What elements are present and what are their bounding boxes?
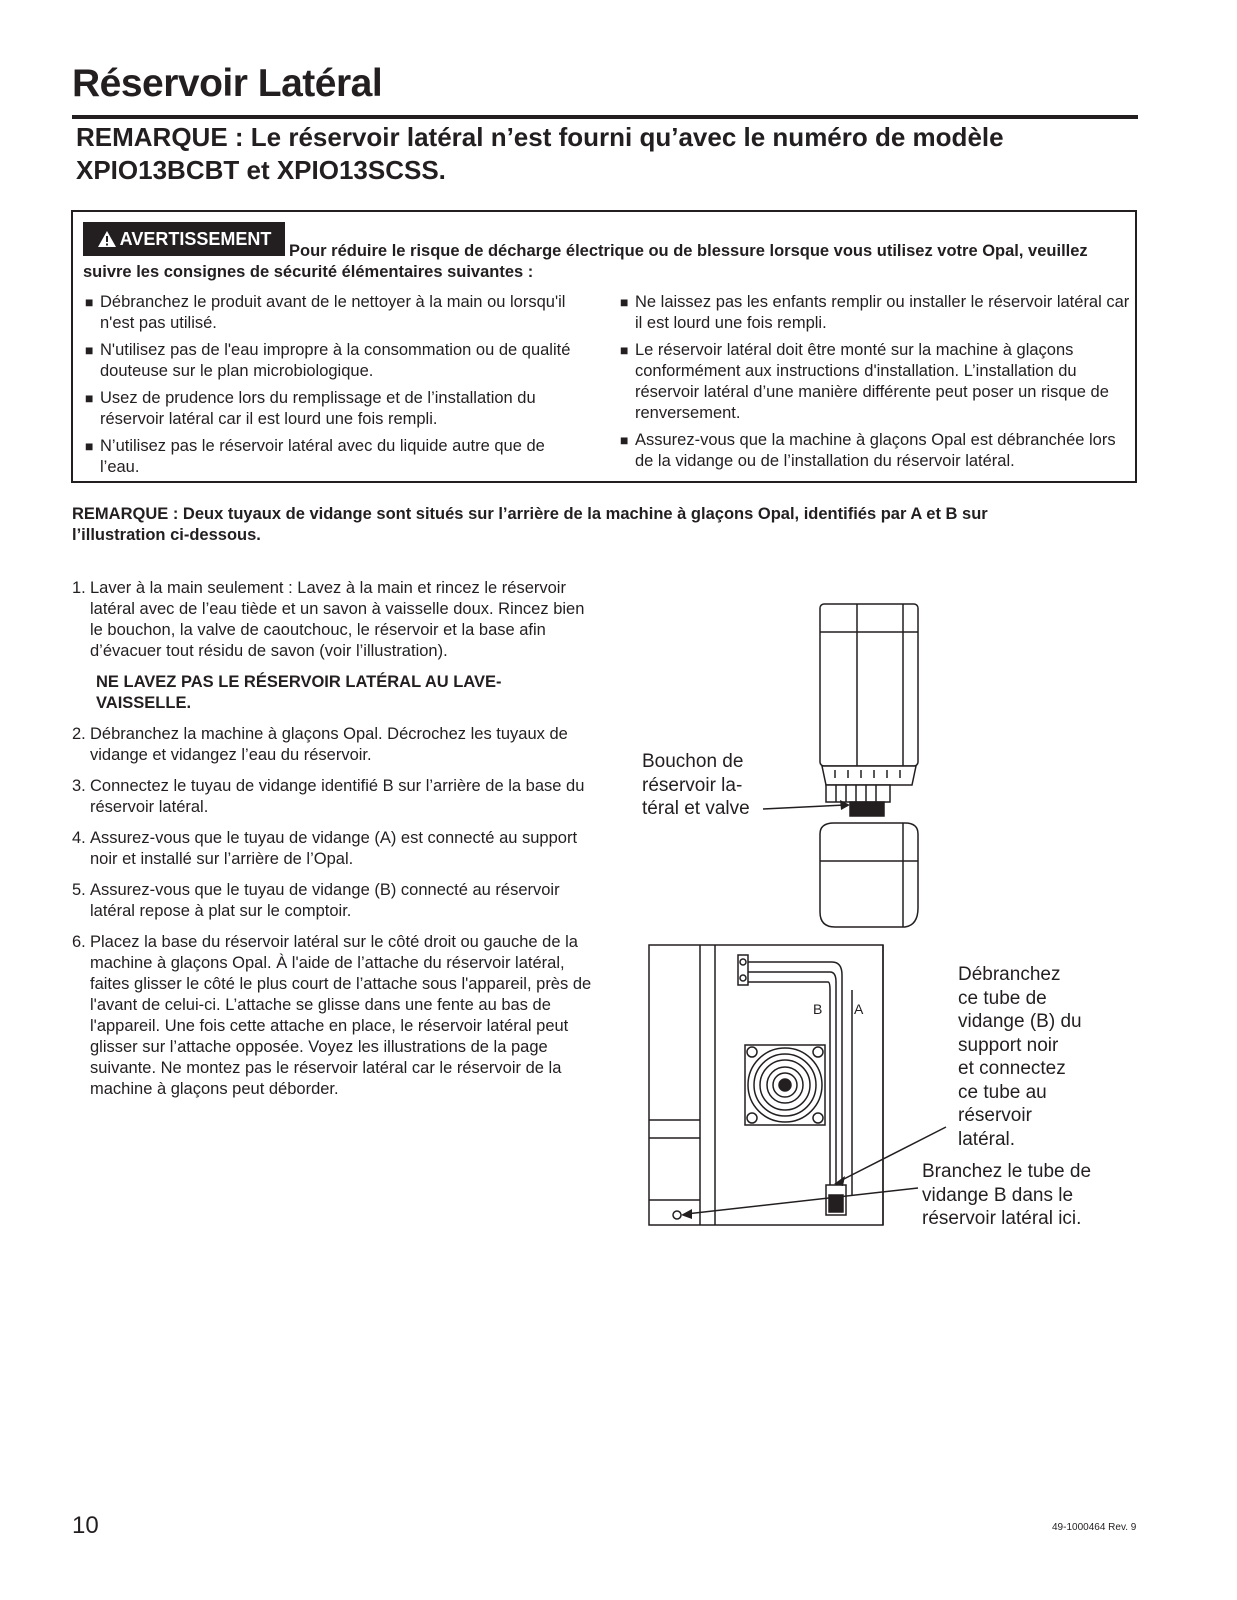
step-item: 3. Connectez le tuyau de vidange identifié B sur l’arrière de la base du réservoir latéral. xyxy=(72,777,585,816)
bullet-square-icon: ■ xyxy=(620,432,629,448)
warning-item: ■ Le réservoir latéral doit être monté sur la machine à glaçons conformément aux instructions d'installation. L’installation du réservoir latéral d’une manière différente peut poser un risque de renversement. xyxy=(620,341,1109,422)
bullet-square-icon: ■ xyxy=(620,294,629,310)
bullet-square-icon: ■ xyxy=(85,342,94,358)
tube-label-a: A xyxy=(854,1001,864,1017)
warning-item: ■ Débranchez le produit avant de le nettoyer à la main ou lorsqu'il n'est pas utilisé. xyxy=(85,293,566,332)
ice-maker-rear xyxy=(649,945,883,1225)
page-title: Réservoir Latéral xyxy=(72,62,383,105)
reservoir-base xyxy=(820,823,918,927)
document-id: 49-1000464 Rev. 9 xyxy=(1052,1522,1137,1533)
drain-note: REMARQUE : Deux tuyaux de vidange sont situés sur l’arrière de la machine à glaçons Opal, identifiés par A et B sur l’illustration ci-dessous. xyxy=(72,505,988,544)
connect-tube-callout: Branchez le tube de vidange B dans le réservoir latéral ici. xyxy=(922,1161,1092,1229)
reservoir-tank xyxy=(820,604,918,785)
bullet-square-icon: ■ xyxy=(620,342,629,358)
step-item: 2. Débranchez la machine à glaçons Opal. Décrochez les tuyaux de vidange et vidangez l’eau du réservoir. xyxy=(72,725,568,764)
warning-item: ■ Assurez-vous que la machine à glaçons Opal est débranchée lors de la vidange ou de l’installation du réservoir latéral. xyxy=(620,431,1116,470)
step-item: 1. Laver à la main seulement : Lavez à la main et rincez le réservoir latéral avec de l’eau tiède et un savon à vaisselle doux. Rincez bien le bouchon, la valve de caoutchouc, le réservoir et la base afin d’évacuer tout résidu de savon (voir l’illustration). NE LAVEZ PAS LE RÉSERVOIR LATÉRAL AU LAVE-VAISSELLE. xyxy=(72,578,596,714)
step-item: 5. Assurez-vous que le tuyau de vidange (B) connecté au réservoir latéral repose à plat sur le comptoir. xyxy=(72,881,560,920)
model-note: REMARQUE : Le réservoir latéral n’est fourni qu’avec le numéro de modèle XPIO13BCBT et XPIO13SCSS. xyxy=(76,122,1004,185)
reservoir-cap-valve xyxy=(826,785,890,816)
bullet-square-icon: ■ xyxy=(85,438,94,454)
cap-callout-arrow xyxy=(763,805,845,809)
bullet-square-icon: ■ xyxy=(85,294,94,310)
page-number: 10 xyxy=(72,1512,99,1539)
warning-item: ■ N'utilisez pas de l'eau impropre à la consommation ou de qualité douteuse sur le plan microbiologique. xyxy=(85,341,571,380)
step-warning: NE LAVEZ PAS LE RÉSERVOIR LATÉRAL AU LAVE-VAISSELLE. xyxy=(96,673,502,712)
step-item: 6. Placez la base du réservoir latéral sur le côté droit ou gauche de la machine à glaçons Opal. À l'aide de l’attache du réservoir latéral, faites glisser le côté le plus court de l’attache sous l'appareil, près de l'avant de celui-ci. L’attache se glisse dans une fente au bas de l'appareil. Une fois cette attache en place, le réservoir latéral peut glisser sur l’attache opposée. Voyez les illustrations de la page suivante. Ne montez pas le réservoir latéral car le réservoir de la machine à glaçons peut déborder. xyxy=(72,933,592,1098)
warning-item: ■ Ne laissez pas les enfants remplir ou installer le réservoir latéral car il est lourd une fois rempli. xyxy=(620,293,1130,332)
warning-item: ■ Usez de prudence lors du remplissage et de l’installation du réservoir latéral car il est lourd une fois rempli. xyxy=(85,389,536,428)
bullet-square-icon: ■ xyxy=(85,390,94,406)
warning-intro: Pour réduire le risque de décharge électrique ou de blessure lorsque vous utilisez votre Opal, veuillez suivre les consignes de sécurité élémentaires suivantes : xyxy=(83,242,1088,281)
cap-valve-callout: Bouchon de réservoir la- téral et valve xyxy=(642,751,750,819)
warning-item: ■ N’utilisez pas le réservoir latéral avec du liquide autre que de l’eau. xyxy=(85,437,545,476)
step-item: 4. Assurez-vous que le tuyau de vidange (A) est connecté au support noir et installé sur l’arrière de l’Opal. xyxy=(72,829,578,868)
tube-label-b: B xyxy=(813,1001,823,1017)
disconnect-tube-callout: Débranchez ce tube de vidange (B) du support noir et connectez ce tube au réservoir latéral. xyxy=(958,964,1082,1150)
warning-badge-label: AVERTISSEMENT xyxy=(119,228,272,249)
